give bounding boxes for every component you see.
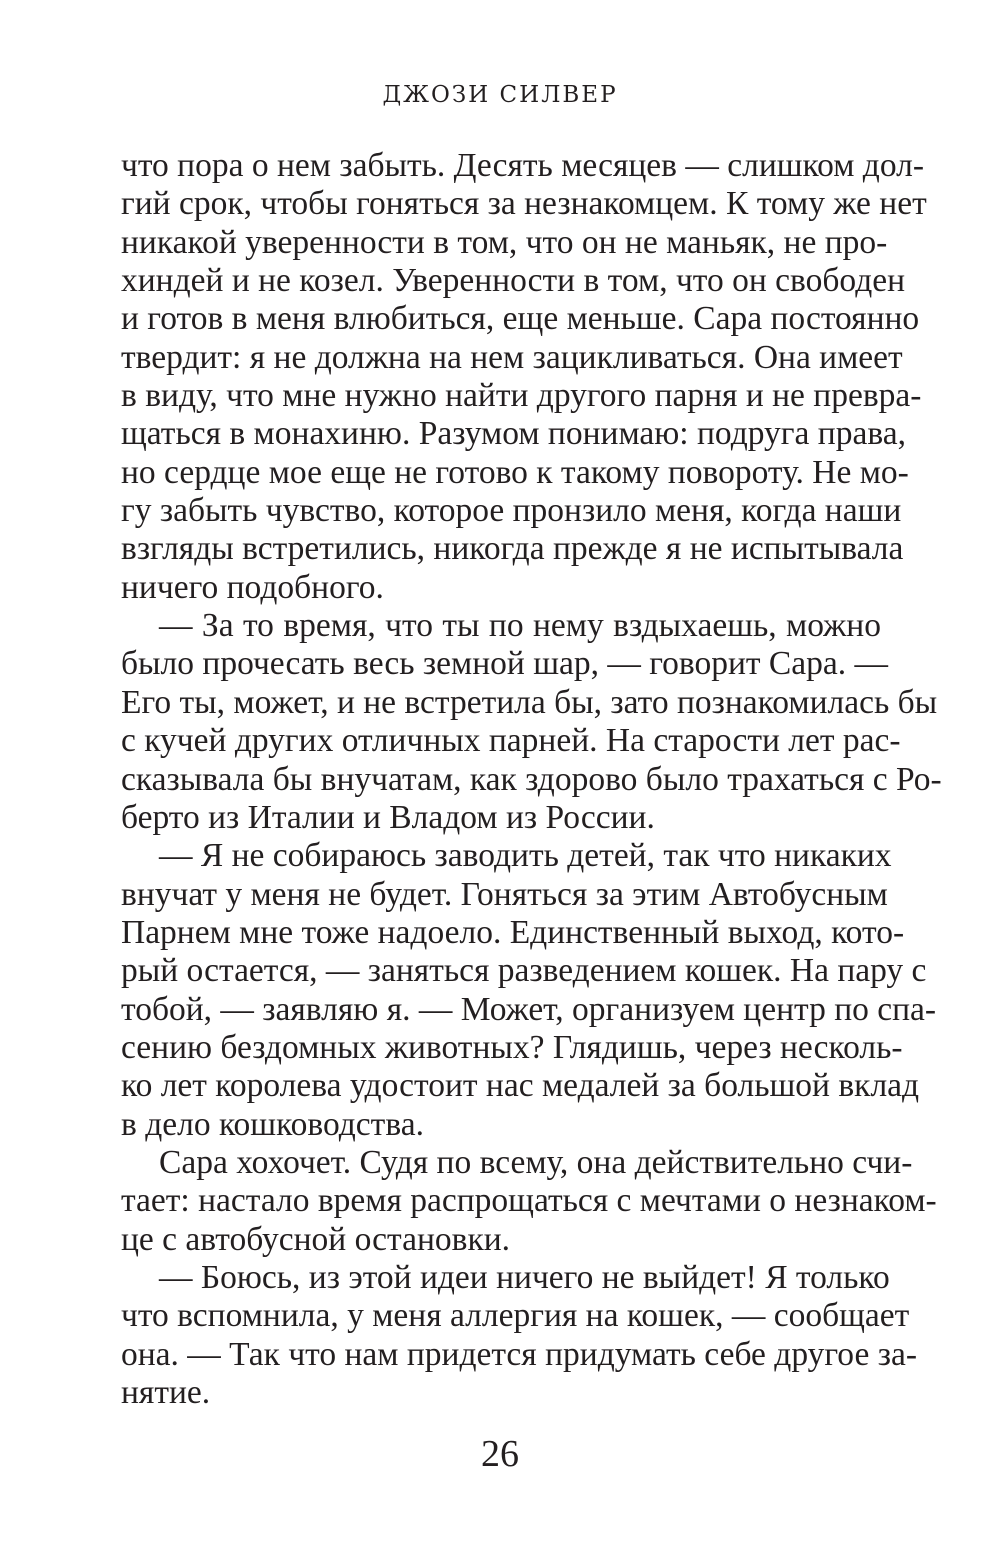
text-line: Его ты, может, и не встретила бы, зато познакомилась бы — [121, 683, 938, 721]
text-line: ко лет королева удостоит нас медалей за большой вклад — [121, 1067, 920, 1105]
text-line: твердит: я не должна на нем зацикливаться. Она имеет — [121, 338, 903, 376]
text-line: — Боюсь, из этой идеи ничего не выйдет! Я только — [159, 1258, 890, 1296]
text-line: Парнем мне тоже надоело. Единственный выход, кото- — [121, 913, 905, 951]
text-line: что вспомнила, у меня аллергия на кошек, — сообщает — [121, 1297, 910, 1335]
text-line: было прочесать весь земной шар, — говорит Сара. — — [121, 645, 889, 683]
text-line: она. — Так что нам придется придумать себе другое за- — [121, 1335, 917, 1373]
text-line: тобой, — заявляю я. — Может, организуем центр по спа- — [121, 990, 937, 1028]
text-line: берто из Италии и Владом из России. — [121, 798, 655, 836]
body-text — [121, 147, 942, 1412]
text-line: — За то время, что ты по нему вздыхаешь, можно — [159, 607, 881, 645]
text-line: щаться в монахиню. Разумом понимаю: подруга права, — [121, 415, 906, 453]
text-line: хиндей и не козел. Уверенности в том, что он свободен — [121, 262, 906, 300]
text-line: ничего подобного. — [121, 568, 384, 606]
text-line: Сара хохочет. Судя по всему, она действительно счи- — [159, 1143, 913, 1181]
text-line: — Я не собираюсь заводить детей, так что никаких — [159, 837, 892, 875]
text-line: взгляды встретились, никогда прежде я не испытывала — [121, 530, 904, 568]
text-line: це с автобусной остановки. — [121, 1220, 511, 1258]
text-line: сению бездомных животных? Глядишь, через несколь- — [121, 1028, 903, 1066]
text-line: нятие. — [121, 1374, 211, 1411]
text-line: гу забыть чувство, которое пронзило меня, когда наши — [121, 492, 902, 530]
text-line: сказывала бы внучатам, как здорово было трахаться с Ро- — [121, 760, 942, 798]
running-header-author: ДЖОЗИ СИЛВЕР — [382, 82, 618, 108]
text-line: и готов в меня влюбиться, еще меньше. Сара постоянно — [121, 300, 920, 338]
text-line: гий срок, чтобы гоняться за незнакомцем. К тому же нет — [121, 185, 927, 223]
text-line: тает: настало время распрощаться с мечтами о незнаком- — [121, 1182, 937, 1220]
text-line: никакой уверенности в том, что он не маньяк, не про- — [121, 223, 888, 261]
text-line: в дело кошководства. — [121, 1105, 424, 1143]
text-line: внучат у меня не будет. Гоняться за этим Автобусным — [121, 875, 888, 913]
text-line: в виду, что мне нужно найти другого парня и не превра- — [121, 377, 922, 415]
text-line: с кучей других отличных парней. На старости лет рас- — [121, 722, 901, 760]
text-line: что пора о нем забыть. Десять месяцев — слишком дол- — [121, 147, 925, 184]
text-line: рый остается, — заняться разведением кошек. На пару с — [121, 952, 927, 990]
page-number: 26 — [481, 1433, 519, 1475]
text-line: но сердце мое еще не готово к такому повороту. Не мо- — [121, 453, 909, 491]
